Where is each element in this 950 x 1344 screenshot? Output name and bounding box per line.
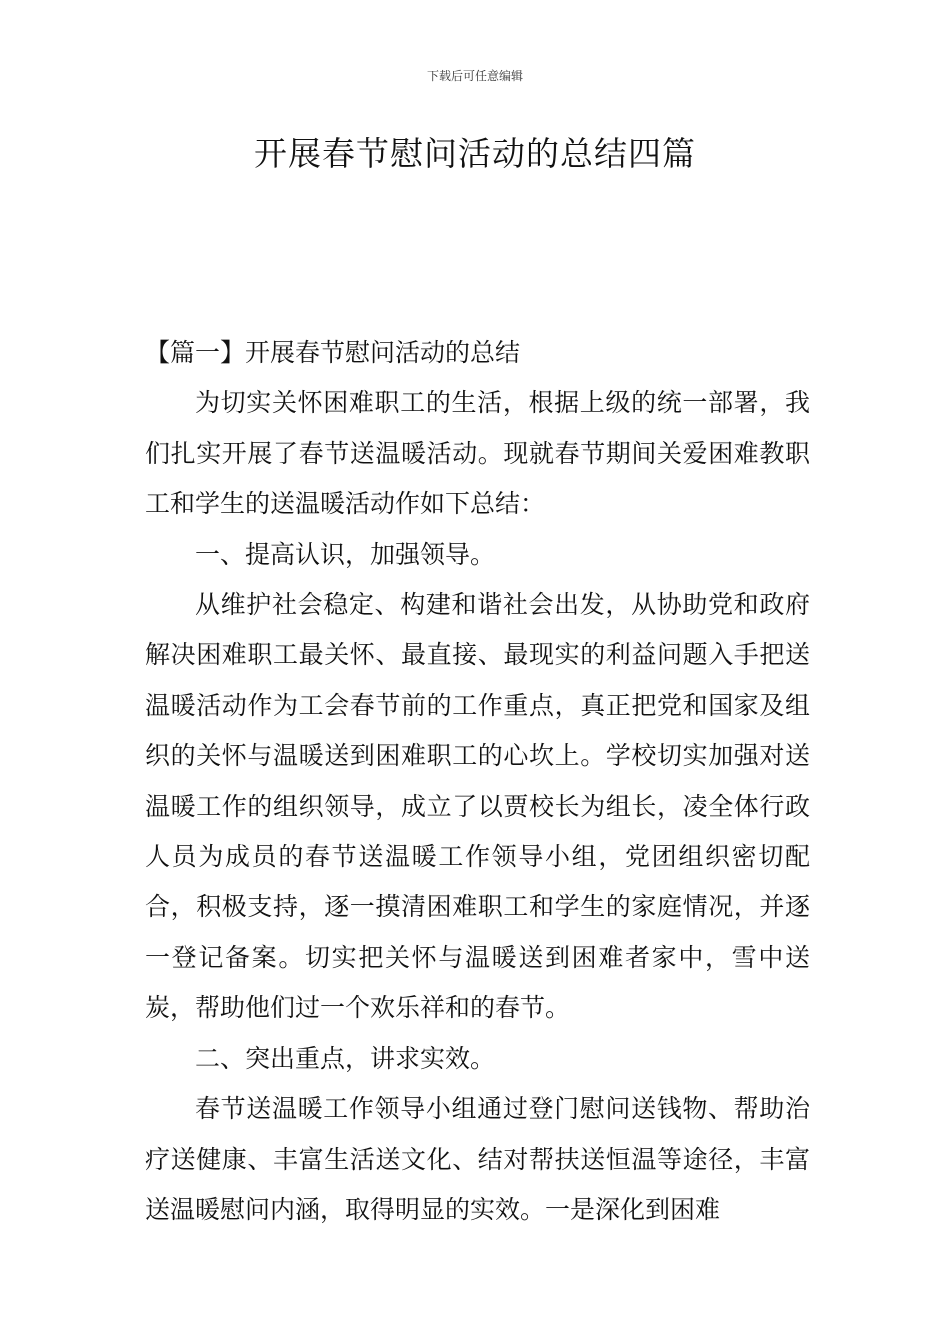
paragraph-one: 从维护社会稳定、构建和谐社会出发，从协助党和政府解决困难职工最关怀、最直接、最现实的利益问题入手把送温暖活动作为工会春节前的工作重点，真正把党和国家及组织的关怀与温暖送到困难职工的心坎上。学校切实加强对送温暖工作的组织领导，成立了以贾校长为组长，凌全体行政人员为成员的春节送温暖工作领导小组，党团组织密切配合，积极支持，逐一摸清困难职工和学生的家庭情况，并逐一登记备案。切实把关怀与温暖送到困难者家中，雪中送炭，帮助他们过一个欢乐祥和的春节。: [145, 590, 810, 1023]
section-heading: 【篇一】开展春节慰问活动的总结: [145, 338, 521, 367]
paragraph-two: 春节送温暖工作领导小组通过登门慰问送钱物、帮助治疗送健康、丰富生活送文化、结对帮扶送恒温等途径，丰富送温暖慰问内涵，取得明显的实效。一是深化到困难: [145, 1094, 810, 1224]
document-body: [145, 328, 810, 1235]
subheading-one: 一、提高认识，加强领导。: [195, 539, 496, 569]
document-title: 开展春节慰问活动的总结四篇: [254, 134, 696, 173]
paragraph-intro: 为切实关怀困难职工的生活，根据上级的统一部署，我们扎实开展了春节送温暖活动。现就春节期间关爱困难教职工和学生的送温暖活动作如下总结：: [145, 388, 810, 519]
subheading-two: 二、突出重点，讲求实效。: [195, 1043, 496, 1073]
header-note: 下载后可任意编辑: [426, 69, 523, 83]
